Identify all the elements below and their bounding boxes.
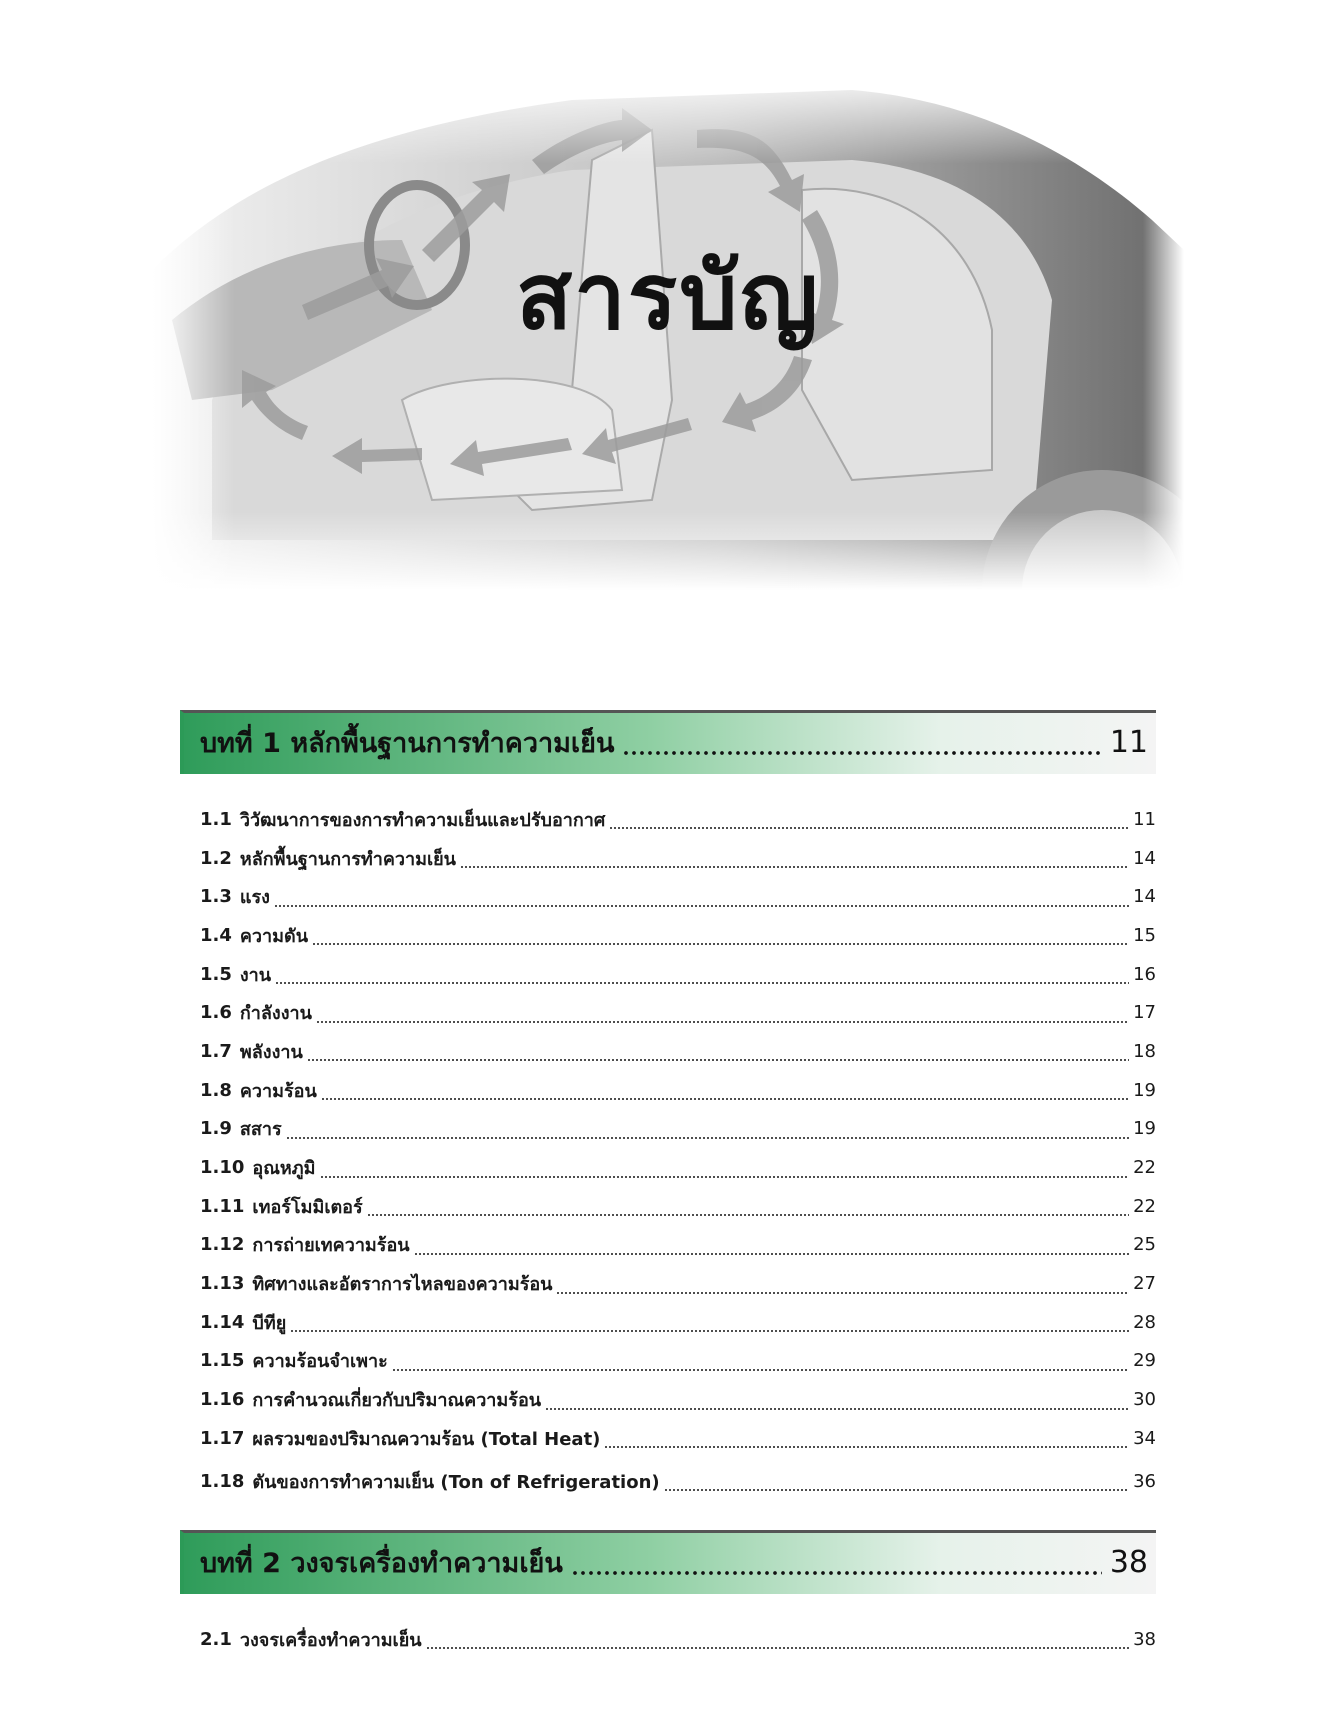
toc-entry[interactable] xyxy=(200,800,1156,839)
entry-title: ผลรวมของปริมาณความร้อน (Total Heat) xyxy=(252,1428,601,1450)
entry-page-number: 22 xyxy=(1133,1195,1156,1217)
entry-title: การคำนวณเกี่ยวกับปริมาณความร้อน xyxy=(252,1390,542,1412)
entry-title: ตันของการทำความเย็น (Ton of Refrigeration) xyxy=(252,1471,660,1493)
entry-title: เทอร์โมมิเตอร์ xyxy=(252,1196,363,1218)
entry-number: 1.3 xyxy=(200,886,232,908)
entry-page-number: 29 xyxy=(1133,1350,1156,1372)
entry-page-number: 25 xyxy=(1133,1234,1156,1256)
entry-number: 1.1 xyxy=(200,808,232,830)
entry-page-number: 30 xyxy=(1133,1389,1156,1411)
dot-leader xyxy=(609,818,1129,830)
entry-number: 1.14 xyxy=(200,1311,245,1333)
dot-leader xyxy=(414,1244,1130,1256)
entry-number: 1.12 xyxy=(200,1234,245,1256)
chapter-title: บทที่ 1 หลักพื้นฐานการทำความเย็น xyxy=(200,727,615,759)
toc-entry[interactable] xyxy=(200,955,1156,994)
dot-leader xyxy=(426,1638,1130,1650)
entry-title: ความร้อนจำเพาะ xyxy=(252,1351,388,1373)
toc-entry[interactable] xyxy=(200,1462,1156,1501)
entry-number: 1.15 xyxy=(200,1350,245,1372)
toc-entry[interactable] xyxy=(200,1303,1156,1342)
toc-entry[interactable] xyxy=(200,1148,1156,1187)
entry-number: 1.5 xyxy=(200,963,232,985)
entry-title: การถ่ายเทความร้อน xyxy=(252,1235,410,1257)
entry-page-number: 19 xyxy=(1133,1079,1156,1101)
entry-page-number: 27 xyxy=(1133,1273,1156,1295)
dot-leader xyxy=(392,1360,1129,1372)
entry-number: 1.4 xyxy=(200,924,232,946)
entry-page-number: 22 xyxy=(1133,1157,1156,1179)
entry-number: 1.9 xyxy=(200,1118,232,1140)
dot-leader xyxy=(664,1480,1129,1492)
entry-number: 1.10 xyxy=(200,1157,245,1179)
entry-title: ความร้อน xyxy=(239,1080,317,1102)
entry-number: 1.13 xyxy=(200,1273,245,1295)
entry-page-number: 18 xyxy=(1133,1040,1156,1062)
entry-title: วิวัฒนาการของการทำความเย็นและปรับอากาศ xyxy=(239,809,606,831)
dot-leader xyxy=(460,857,1129,869)
toc-entry[interactable] xyxy=(200,1620,1156,1659)
entry-page-number: 28 xyxy=(1133,1311,1156,1333)
dot-leader xyxy=(545,1399,1129,1411)
toc-entry[interactable] xyxy=(200,1419,1156,1458)
dot-leader xyxy=(286,1128,1129,1140)
entry-title: สสาร xyxy=(239,1119,282,1141)
entry-title: แรง xyxy=(239,887,270,909)
car-interior-banner xyxy=(152,70,1184,590)
chapter-page-number: 11 xyxy=(1109,724,1148,760)
dot-leader xyxy=(320,1167,1130,1179)
dot-leader xyxy=(556,1283,1129,1295)
entry-number: 1.11 xyxy=(200,1195,245,1217)
dot-leader xyxy=(274,896,1129,908)
entry-number: 2.1 xyxy=(200,1628,232,1650)
dot-leader xyxy=(307,1050,1129,1062)
entry-title: ทิศทางและอัตราการไหลของความร้อน xyxy=(252,1274,553,1296)
dot-leader xyxy=(367,1205,1129,1217)
entry-page-number: 17 xyxy=(1133,1002,1156,1024)
dot-leader xyxy=(622,732,1101,756)
entry-number: 1.18 xyxy=(200,1470,245,1492)
toc-entry[interactable] xyxy=(200,993,1156,1032)
entry-page-number: 11 xyxy=(1133,808,1156,830)
page-title: สารบัญ xyxy=(515,243,820,350)
entry-page-number: 14 xyxy=(1133,886,1156,908)
entry-number: 1.7 xyxy=(200,1040,232,1062)
entry-page-number: 15 xyxy=(1133,924,1156,946)
entry-number: 1.16 xyxy=(200,1389,245,1411)
dot-leader xyxy=(321,1089,1129,1101)
toc-entry[interactable] xyxy=(200,1071,1156,1110)
dot-leader xyxy=(316,1012,1129,1024)
entry-title: ความดัน xyxy=(239,925,309,947)
toc-list-chapter-2 xyxy=(200,1620,1156,1659)
entry-page-number: 36 xyxy=(1133,1470,1156,1492)
entry-title: วงจรเครื่องทำความเย็น xyxy=(239,1629,422,1651)
toc-entry[interactable] xyxy=(200,1110,1156,1149)
toc-entry[interactable] xyxy=(200,1264,1156,1303)
entry-title: บีทียู xyxy=(252,1312,287,1334)
entry-page-number: 16 xyxy=(1133,963,1156,985)
toc-entry[interactable] xyxy=(200,1226,1156,1265)
entry-page-number: 14 xyxy=(1133,847,1156,869)
dot-leader xyxy=(275,973,1129,985)
chapter-title: บทที่ 2 วงจรเครื่องทำความเย็น xyxy=(200,1547,563,1579)
dot-leader xyxy=(290,1321,1129,1333)
dot-leader xyxy=(604,1437,1129,1449)
chapter-heading-1[interactable] xyxy=(180,710,1156,774)
entry-number: 1.8 xyxy=(200,1079,232,1101)
toc-entry[interactable] xyxy=(200,839,1156,878)
toc-entry[interactable] xyxy=(200,1187,1156,1226)
entry-title: กำลังงาน xyxy=(239,1003,312,1025)
entry-number: 1.17 xyxy=(200,1427,245,1449)
toc-entry[interactable] xyxy=(200,877,1156,916)
entry-title: อุณหภูมิ xyxy=(252,1158,316,1180)
toc-entry[interactable] xyxy=(200,916,1156,955)
entry-title: พลังงาน xyxy=(239,1041,303,1063)
chapter-page-number: 38 xyxy=(1109,1544,1148,1580)
toc-entry[interactable] xyxy=(200,1342,1156,1381)
entry-page-number: 38 xyxy=(1133,1628,1156,1650)
chapter-heading-2[interactable] xyxy=(180,1530,1156,1594)
entry-page-number: 19 xyxy=(1133,1118,1156,1140)
toc-entry[interactable] xyxy=(200,1380,1156,1419)
dot-leader xyxy=(312,934,1129,946)
entry-title: หลักพื้นฐานการทำความเย็น xyxy=(239,848,456,870)
toc-list-chapter-1 xyxy=(200,800,1156,1500)
toc-entry[interactable] xyxy=(200,1032,1156,1071)
entry-number: 1.2 xyxy=(200,847,232,869)
entry-page-number: 34 xyxy=(1133,1427,1156,1449)
entry-title: งาน xyxy=(239,964,272,986)
entry-number: 1.6 xyxy=(200,1002,232,1024)
dot-leader xyxy=(571,1552,1102,1576)
